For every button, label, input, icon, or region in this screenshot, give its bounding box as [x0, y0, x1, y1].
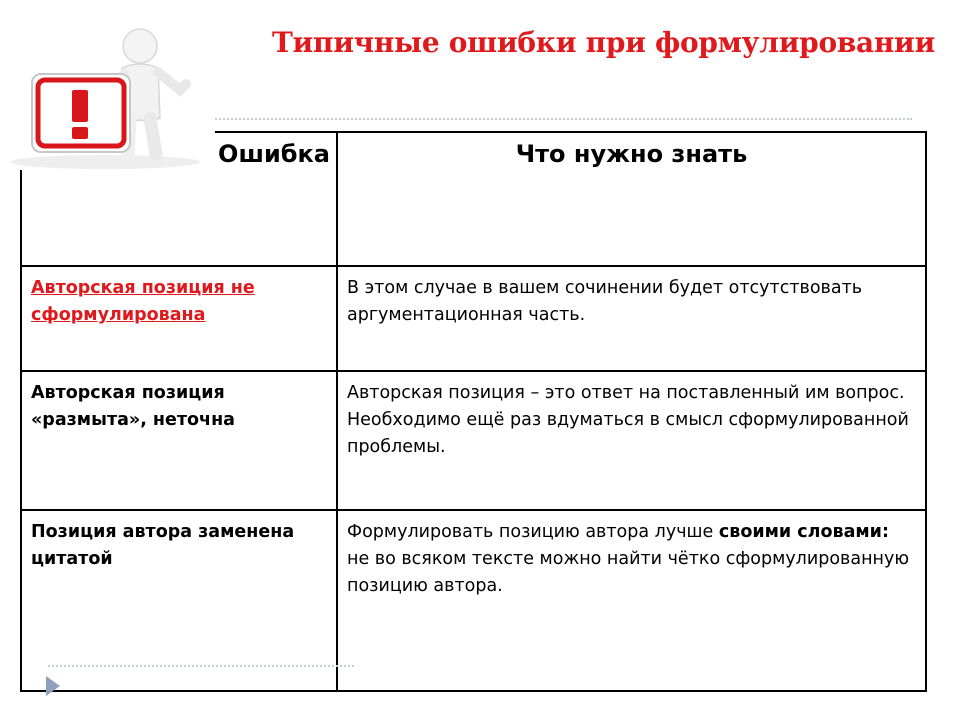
header-error: Ошибка [21, 132, 337, 266]
next-slide-arrow-icon[interactable] [46, 676, 60, 696]
exclamation-sign-icon [32, 74, 130, 152]
dotted-divider-top [200, 118, 912, 120]
table-row [21, 371, 926, 510]
table-row [21, 510, 926, 691]
info-cell [337, 371, 926, 510]
error-link[interactable]: Авторская позиция не сформулирована [31, 278, 255, 325]
info-text: В этом случае в вашем сочинении будет отсутствовать аргументационная часть. [347, 278, 863, 325]
table-row [21, 266, 926, 371]
error-text: Авторская позиция «размыта», неточна [31, 383, 235, 430]
info-text: Авторская позиция – это ответ на поставленный им вопрос. Необходимо ещё раз вдуматься в смысл сформулированной проблемы. [347, 383, 909, 457]
errors-table [20, 131, 927, 692]
error-text: Позиция автора заменена цитатой [31, 522, 295, 569]
dotted-divider-bottom [48, 665, 354, 667]
error-cell[interactable] [21, 266, 337, 371]
mascot-exclamation-figure [0, 22, 215, 170]
error-cell [21, 510, 337, 691]
info-text-after: не во всяком тексте можно найти чётко сформулированную позицию автора. [347, 549, 910, 596]
error-cell [21, 371, 337, 510]
header-what-to-know: Что нужно знать [337, 132, 926, 266]
slide-title: Типичные ошибки при формулировании [272, 26, 935, 59]
info-cell [337, 266, 926, 371]
info-text-before: Формулировать позицию автора лучше [347, 522, 719, 542]
info-text-bold: своими словами: [718, 522, 889, 542]
info-cell [337, 510, 926, 691]
